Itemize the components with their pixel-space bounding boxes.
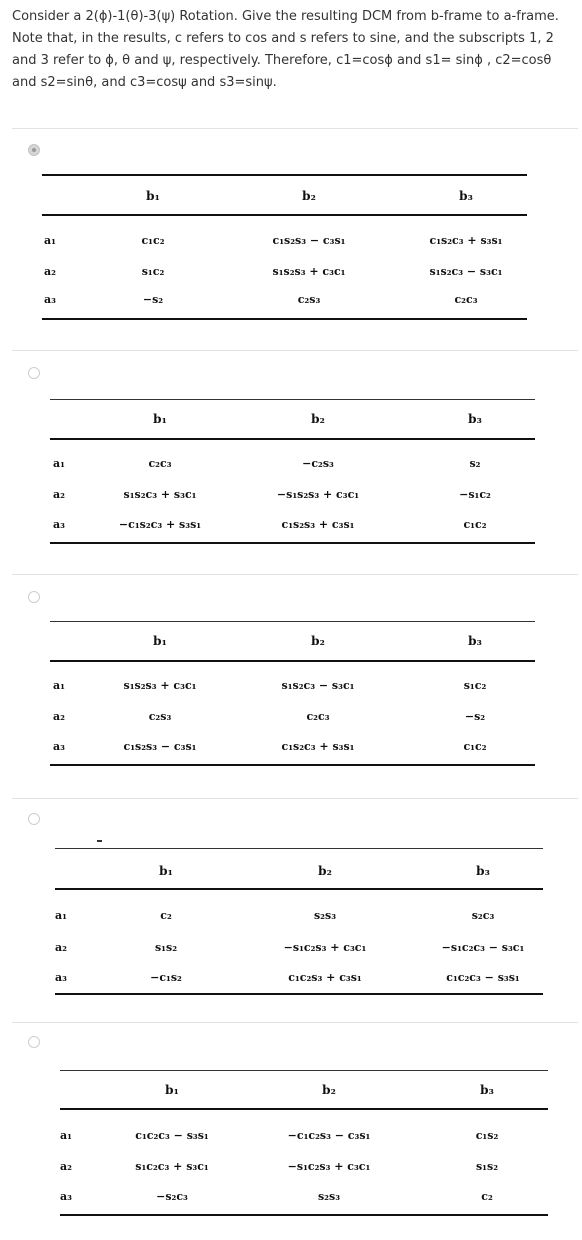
question-text: Consider a 2(ϕ)-1(θ)-3(ψ) Rotation. Give the resulting DCM from b-frame to a-frame. Note that, in the results, c refers to cos and s refers to sine, and the subscripts 1, 2 and 3 refer to ϕ, θ and ψ, respectively. Therefore, c1=cosϕ and s1= sinϕ , c2=cosθ and s2=sinθ, and c3=cosψ and s3=sinψ. (12, 9, 559, 90)
column-header-b2: b₂ (318, 864, 332, 878)
row-label-a2: a₂ (60, 1160, 72, 1173)
table-cell: s₁c₂c₃ + s₃c₁ (135, 1160, 209, 1173)
table-cell: s₁c₂ (141, 265, 165, 278)
column-header-b3: b₃ (468, 412, 482, 426)
table-cell: s₂s₃ (313, 909, 337, 922)
table-cell: c₂c₃ (306, 710, 330, 723)
table-cell: −s₁c₂s₃ + c₃c₁ (287, 1160, 371, 1173)
radio-button-option-4[interactable] (28, 813, 40, 825)
table-cell: −s₁c₂s₃ + c₃c₁ (283, 941, 367, 954)
table-cell: c₂ (481, 1190, 493, 1203)
table-top-rule (42, 174, 527, 176)
table-cell: c₁c₂s₃ + c₃s₁ (288, 971, 362, 984)
column-header-b1: b₁ (153, 634, 167, 648)
table-cell: s₂s₃ (317, 1190, 341, 1203)
row-label-a2: a₂ (55, 941, 67, 954)
column-header-b1: b₁ (146, 189, 160, 203)
table-cell: c₂s₃ (297, 293, 321, 306)
table-header-rule (42, 214, 527, 216)
table-cell: c₁c₂ (463, 740, 487, 753)
column-header-b1: b₁ (153, 412, 167, 426)
table-cell: c₁c₂c₃ − s₃s₁ (135, 1129, 209, 1142)
table-cell: s₂ (469, 457, 481, 470)
table-cell: c₁s₂s₃ − c₃s₁ (123, 740, 197, 753)
table-cell: −s₂c₃ (156, 1190, 188, 1203)
answer-option-2[interactable] (12, 350, 578, 573)
radio-button-option-3[interactable] (28, 591, 40, 603)
table-header-rule (55, 888, 543, 890)
column-header-b1: b₁ (165, 1083, 179, 1097)
column-header-b3: b₃ (480, 1083, 494, 1097)
table-cell: s₂c₃ (471, 909, 495, 922)
table-cell: s₁s₂c₃ − s₃c₁ (281, 679, 355, 692)
table-top-rule (50, 621, 535, 622)
table-cell: −c₁s₂ (150, 971, 182, 984)
row-label-a3: a₃ (60, 1190, 72, 1203)
table-cell: c₁s₂c₃ + s₃s₁ (429, 234, 503, 247)
table-cell: −s₂ (464, 710, 486, 723)
stray-mark (97, 840, 102, 842)
table-top-rule (55, 848, 543, 849)
table-cell: c₁c₂ (141, 234, 165, 247)
table-cell: s₁s₂s₃ + c₃c₁ (272, 265, 346, 278)
row-label-a3: a₃ (53, 740, 65, 753)
row-label-a1: a₁ (60, 1129, 72, 1142)
radio-button-option-5[interactable] (28, 1036, 40, 1048)
table-cell: c₁s₂ (475, 1129, 499, 1142)
table-top-rule (60, 1070, 548, 1071)
row-label-a1: a₁ (44, 234, 56, 247)
table-cell: −s₁s₂s₃ + c₃c₁ (276, 488, 360, 501)
table-header-rule (50, 438, 535, 440)
table-bottom-rule (60, 1214, 548, 1216)
row-label-a1: a₁ (53, 457, 65, 470)
table-cell: −s₂ (142, 293, 164, 306)
table-cell: −s₁c₂ (459, 488, 491, 501)
table-header-rule (60, 1108, 548, 1110)
table-top-rule (50, 399, 535, 400)
column-header-b3: b₃ (476, 864, 490, 878)
row-label-a2: a₂ (53, 488, 65, 501)
table-cell: −c₁c₂s₃ − c₃s₁ (287, 1129, 371, 1142)
table-cell: c₁c₂ (463, 518, 487, 531)
column-header-b1: b₁ (159, 864, 173, 878)
table-cell: s₁s₂ (154, 941, 178, 954)
row-label-a3: a₃ (44, 293, 56, 306)
table-cell: s₁s₂ (475, 1160, 499, 1173)
row-label-a1: a₁ (53, 679, 65, 692)
table-cell: s₁s₂c₃ − s₃c₁ (429, 265, 503, 278)
table-cell: s₁c₂ (463, 679, 487, 692)
table-bottom-rule (55, 993, 543, 995)
table-cell: c₁s₂s₃ + c₃s₁ (281, 518, 355, 531)
table-bottom-rule (50, 542, 535, 544)
column-header-b2: b₂ (322, 1083, 336, 1097)
radio-button-option-2[interactable] (28, 367, 40, 379)
row-label-a3: a₃ (55, 971, 67, 984)
table-cell: c₂c₃ (454, 293, 478, 306)
radio-button-option-1[interactable] (28, 144, 40, 156)
table-cell: c₂s₃ (148, 710, 172, 723)
table-cell: s₁s₂s₃ + c₃c₁ (123, 679, 197, 692)
table-bottom-rule (42, 318, 527, 320)
table-cell: −c₂s₃ (302, 457, 334, 470)
column-header-b3: b₃ (468, 634, 482, 648)
row-label-a2: a₂ (44, 265, 56, 278)
table-cell: c₁s₂c₃ + s₃s₁ (281, 740, 355, 753)
row-label-a3: a₃ (53, 518, 65, 531)
table-cell: c₁c₂c₃ − s₃s₁ (446, 971, 520, 984)
table-cell: −c₁s₂c₃ + s₃s₁ (118, 518, 202, 531)
table-cell: s₁s₂c₃ + s₃c₁ (123, 488, 197, 501)
table-cell: −s₁c₂c₃ − s₃c₁ (441, 941, 525, 954)
column-header-b2: b₂ (311, 412, 325, 426)
table-bottom-rule (50, 764, 535, 766)
column-header-b3: b₃ (459, 189, 473, 203)
table-cell: c₂c₃ (148, 457, 172, 470)
row-label-a1: a₁ (55, 909, 67, 922)
column-header-b2: b₂ (302, 189, 316, 203)
table-cell: c₂ (160, 909, 172, 922)
column-header-b2: b₂ (311, 634, 325, 648)
table-cell: c₁s₂s₃ − c₃s₁ (272, 234, 346, 247)
table-header-rule (50, 660, 535, 662)
row-label-a2: a₂ (53, 710, 65, 723)
